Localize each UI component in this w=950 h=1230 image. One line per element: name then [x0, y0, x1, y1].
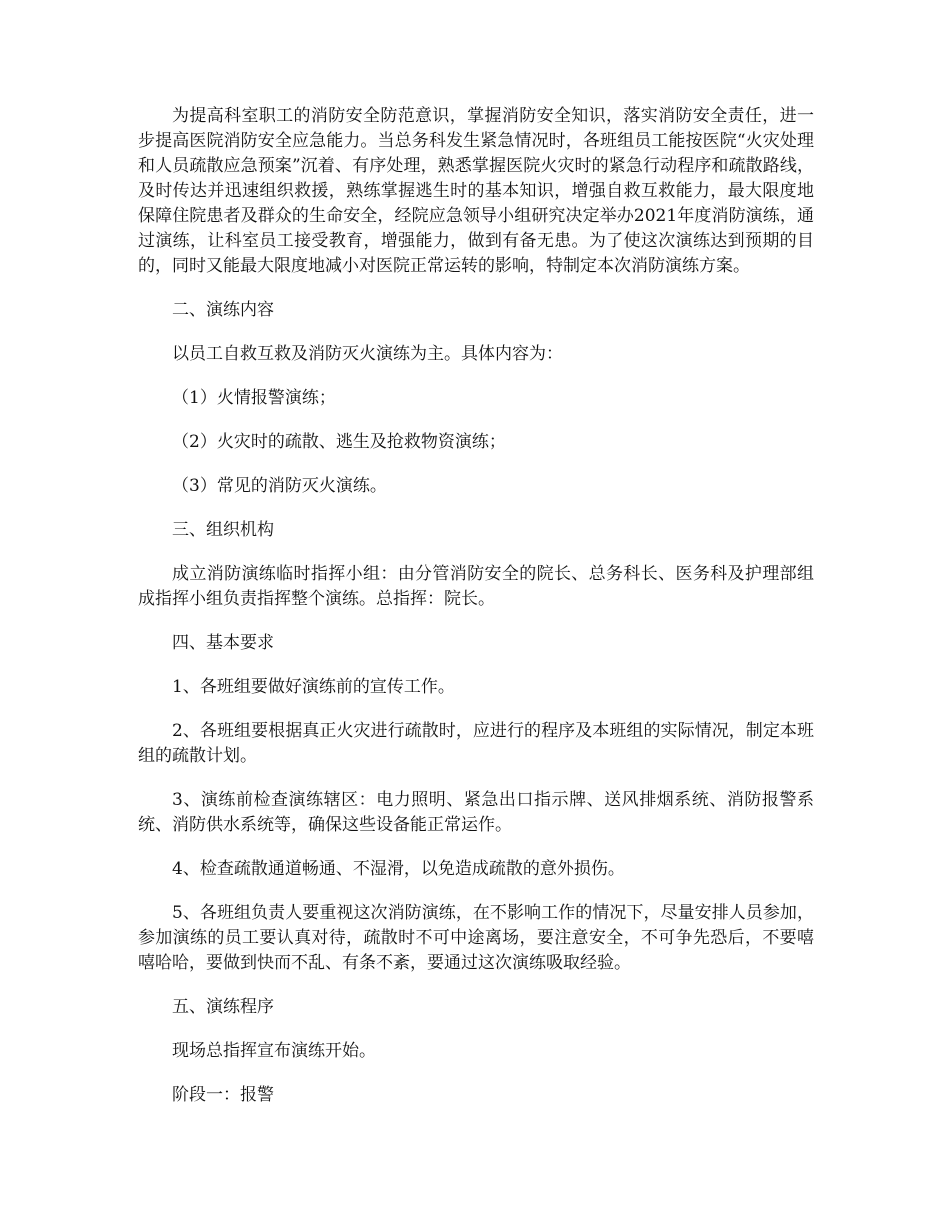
- document-page: [138, 104, 814, 1108]
- section-heading-requirements: 四、基本要求: [172, 633, 274, 653]
- requirement-item-4: 4、检查疏散通道畅通、不湿滑，以免造成疏散的意外损伤。: [172, 859, 625, 879]
- intro-paragraph: 为提高科室职工的消防安全防范意识，掌握消防安全知识，落实消防安全责任，进一步提高医院消防安全应急能力。当总务科发生紧急情况时，各班组员工能按医院“火灾处理和人员疏散应急预案”沉着、有序处理，熟悉掌握医院火灾时的紧急行动程序和疏散路线，及时传达并迅速组织救援，熟练掌握逃生时的基本知识，增强自救互救能力，最大限度地保障住院患者及群众的生命安全，经院应急领导小组研究决定举办2021年度消防演练，通过演练，让科室员工接受教育，增强能力，做到有备无患。为了使这次演练达到预期的目的，同时又能最大限度地减小对医院正常运转的影响，特制定本次消防演练方案。: [138, 106, 814, 276]
- section-heading-organization: 三、组织机构: [172, 520, 274, 540]
- organization-paragraph: 成立消防演练临时指挥小组：由分管消防安全的院长、总务科长、医务科及护理部组成指挥小组负责指挥整个演练。总指挥：院长。: [138, 564, 814, 609]
- requirement-item-5: 5、各班组负责人要重视这次消防演练，在不影响工作的情况下，尽量安排人员参加，参加演练的员工要认真对待，疏散时不可中途离场，要注意安全，不可争先恐后，不要嘻嘻哈哈，要做到快而不乱、有条不紊，要通过这次演练吸取经验。: [138, 903, 814, 973]
- requirement-item-2: 2、各班组要根据真正火灾进行疏散时，应进行的程序及本班组的实际情况，制定本班组的疏散计划。: [138, 721, 814, 766]
- drill-item-2: （2）火灾时的疏散、逃生及抢救物资演练；: [172, 432, 506, 452]
- drill-item-3: （3）常见的消防灭火演练。: [172, 476, 387, 496]
- requirement-item-3: 3、演练前检查演练辖区：电力照明、紧急出口指示牌、送风排烟系统、消防报警系统、消防供水系统等，确保这些设备能正常运作。: [138, 790, 814, 835]
- drill-item-1: （1）火情报警演练；: [172, 388, 336, 408]
- section-heading-procedure: 五、演练程序: [172, 997, 274, 1017]
- drill-content-paragraph: 以员工自救互救及消防灭火演练为主。具体内容为：: [172, 344, 563, 364]
- section-heading-drill-content: 二、演练内容: [172, 300, 274, 320]
- procedure-paragraph: 现场总指挥宣布演练开始。: [172, 1041, 376, 1061]
- phase-1-heading: 阶段一：报警: [172, 1085, 274, 1105]
- requirement-item-1: 1、各班组要做好演练前的宣传工作。: [172, 677, 455, 697]
